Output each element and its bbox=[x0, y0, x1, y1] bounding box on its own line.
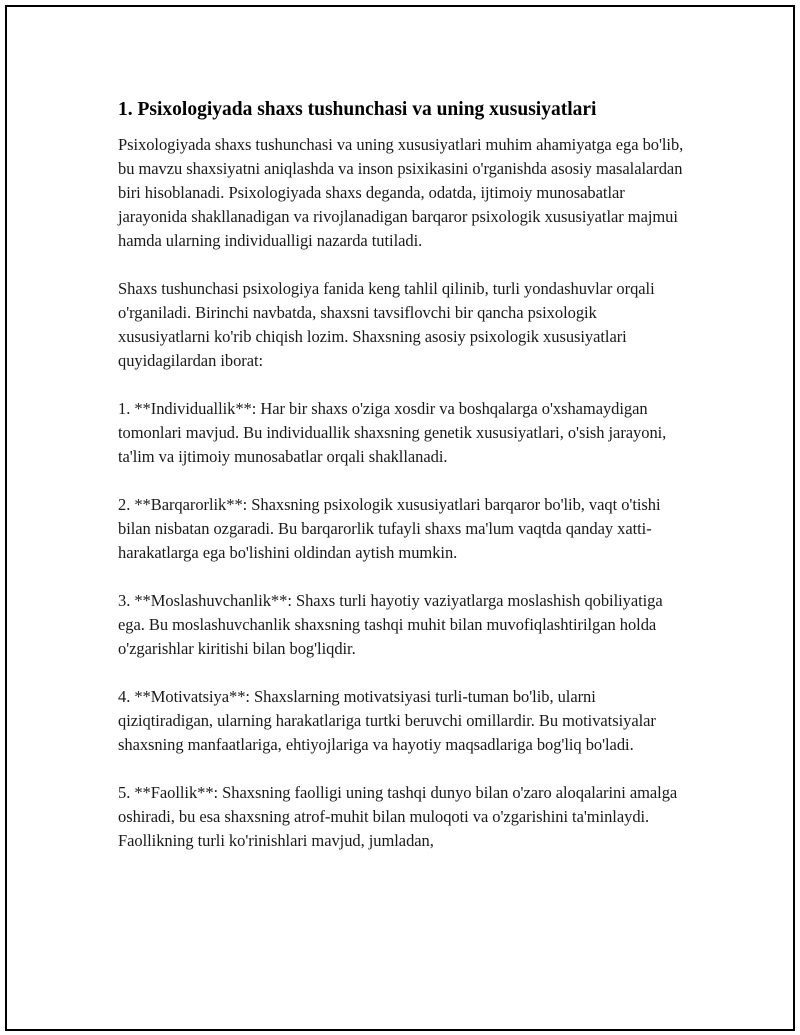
list-item-moslashuvchanlik: 3. **Moslashuvchanlik**: Shaxs turli hayotiy vaziyatlarga moslashish qobiliyatiga ega. Bu moslashuvchanlik shaxsning tashqi muhit bilan muvofiqlashtirilgan holda o'zgarishlar kiritishi bilan bog'liqdir. bbox=[118, 591, 663, 658]
document-page bbox=[5, 5, 795, 1031]
list-item-motivatsiya: 4. **Motivatsiya**: Shaxslarning motivatsiyasi turli-tuman bo'lib, ularni qiziqtiradigan, ularning harakatlariga turtki beruvchi omillardir. Bu motivatsiyalar shaxsning manfaatlariga, ehtiyojlariga va hayotiy maqsadlariga bog'liq bo'ladi. bbox=[118, 687, 656, 754]
intro-paragraph: Psixologiyada shaxs tushunchasi va uning xususiyatlari muhim ahamiyatga ega bo'lib, bu mavzu shaxsiyatni aniqlashda va inson psixikasini o'rganishda asosiy masalalardan biri hisoblanadi. Psixologiyada shaxs deganda, odatda, ijtimoiy munosabatlar jarayonida shakllanadigan va rivojlanadigan barqaror psixologik xususiyatlar majmui hamda ularning individualligi nazarda tutiladi. bbox=[118, 135, 684, 250]
document-title: 1. Psixologiyada shaxs tushunchasi va uning xususiyatlari bbox=[118, 99, 597, 120]
list-item-faollik: 5. **Faollik**: Shaxsning faolligi uning tashqi dunyo bilan o'zaro aloqalarini amalga oshiradi, bu esa shaxsning atrof-muhit bilan muloqoti va o'zgarishini ta'minlaydi. Faollikning turli ko'rinishlari mavjud, jumladan, bbox=[118, 783, 678, 850]
document-body bbox=[118, 97, 690, 877]
approach-paragraph: Shaxs tushunchasi psixologiya fanida keng tahlil qilinib, turli yondashuvlar orqali o'rganiladi. Birinchi navbatda, shaxsni tavsiflovchi bir qancha psixologik xususiyatlarni ko'rib chiqish lozim. Shaxsning asosiy psixologik xususiyatlari quyidagilardan iborat: bbox=[118, 279, 655, 370]
list-item-individuallik: 1. **Individuallik**: Har bir shaxs o'ziga xosdir va boshqalarga o'xshamaydigan tomonlari mavjud. Bu individuallik shaxsning genetik xususiyatlari, o'sish jarayoni, ta'lim va ijtimoiy munosabatlar orqali shakllanadi. bbox=[118, 399, 667, 466]
list-item-barqarorlik: 2. **Barqarorlik**: Shaxsning psixologik xususiyatlari barqaror bo'lib, vaqt o'tishi bilan nisbatan ozgaradi. Bu barqarorlik tufayli shaxs ma'lum vaqtda qanday xatti-harakatlarga ega bo'lishini oldindan aytish mumkin. bbox=[118, 495, 661, 562]
